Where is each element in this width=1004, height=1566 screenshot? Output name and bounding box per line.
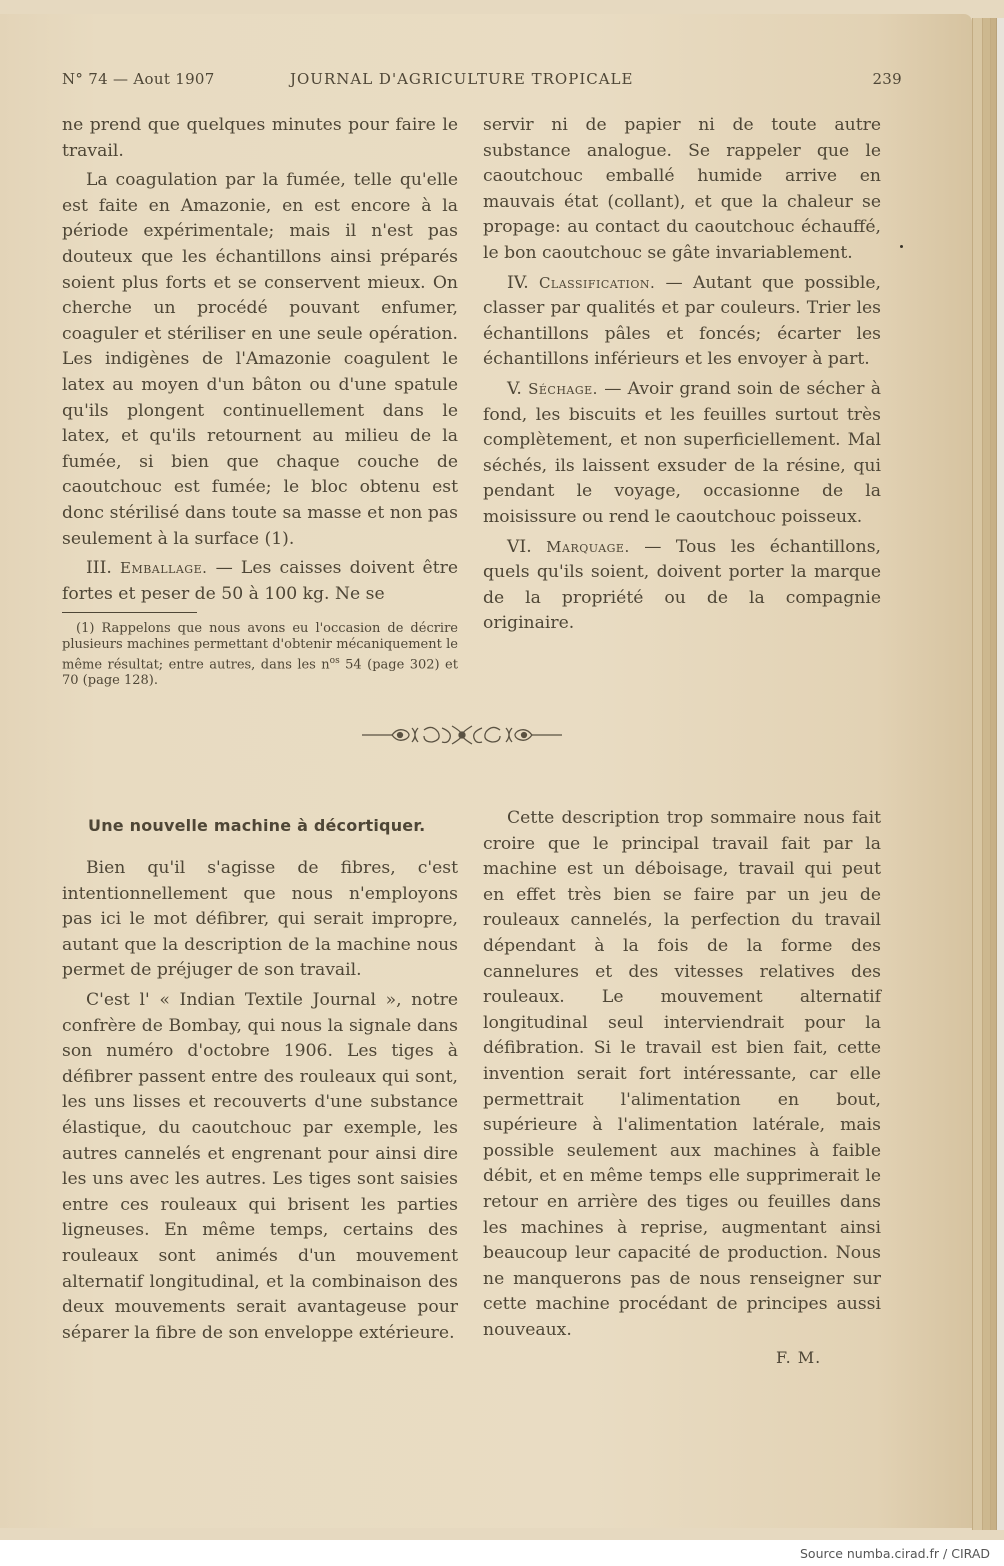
footnote-text: (1) Rappelons que nous avons eu l'occasion de décrire plusieurs machines permettant d'obtenir mécaniquement le même résultat; entre autres, dans les n	[62, 621, 458, 673]
footnote-superscript: os	[329, 656, 340, 666]
section-text: — Les caisses doivent être fortes et peser de 50 à 100 kg. Ne se	[62, 558, 459, 604]
page-number: 239	[872, 70, 902, 88]
right-column-top	[483, 113, 881, 637]
paragraph: La coagulation par la fumée, telle qu'elle est faite en Amazonie, en est encore à la période expérimentale; mais il n'est pas douteux que les échantillons ainsi préparés soient plus forts et se conservent mieux. On cherche un procédé pouvant enfumer, coaguler et stériliser en une seule opération. Les indigènes de l'Amazonie coagulent le latex au moyen d'un bâton ou d'une spatule qu'ils plongent continuellement dans le latex, et qu'ils retournent au milieu de la fumée, si bien que chaque couche de caoutchouc est fumée; le bloc obtenu est donc stérilisé dans toute sa masse et non pas seulement à la surface (1).	[62, 170, 458, 549]
footnote-rule	[62, 612, 197, 613]
running-head	[62, 70, 902, 96]
section-number: V.	[507, 378, 522, 399]
section-heading: Marquage.	[546, 537, 630, 556]
journal-title: JOURNAL D'AGRICULTURE TROPICALE	[290, 70, 634, 88]
decorative-vignette-icon	[362, 722, 562, 748]
section-heading: Séchage.	[528, 379, 598, 398]
section-text: — Avoir grand soin de sécher à fond, les biscuits et les feuilles surtout très complètement, et non superficiellement. Mal séchés, ils laissent exsuder de la résine, qui pendant le voyage, occasionne de la moisissure ou rend le caoutchouc poisseux.	[483, 378, 881, 527]
section-sechage	[483, 377, 881, 531]
paragraph: Bien qu'il s'agisse de fibres, c'est intentionnellement que nous n'employons pas ici le mot défibrer, qui serait impropre, autant que la description de la machine nous permet de préjuger de son travail.	[62, 858, 458, 981]
section-number: IV.	[507, 272, 529, 293]
section-text: — Autant que possible, classer par qualités et par couleurs. Trier les échantillons pâles et foncés; écarter les échantillons inférieurs et les envoyer à part.	[483, 272, 881, 370]
ink-speck	[900, 245, 903, 248]
article-left-column	[62, 856, 458, 1346]
paragraph: C'est l' « Indian Textile Journal », notre confrère de Bombay, qui nous la signale dans son numéro d'octobre 1906. Les tiges à défibrer passent entre des rouleaux qui sont, les uns lisses et recouverts d'une substance élastique, du caoutchouc par exemple, les autres cannelés et engrenant pour ainsi dire les uns avec les autres. Les tiges sont saisies entre ces rouleaux qui brisent les parties ligneuses. En même temps, certains des rouleaux sont animés d'un mouvement alternatif longitudinal, et la combinaison des deux mouvements serait avantageuse pour séparer la fibre de son enveloppe extérieure.	[62, 989, 458, 1343]
article-right-column	[483, 806, 881, 1343]
section-text: — Tous les échantillons, quels qu'ils soient, doivent porter la marque de la propriété ou de la compagnie originaire.	[483, 536, 881, 634]
section-classification	[483, 271, 881, 373]
section-emballage	[62, 556, 458, 607]
section-number: VI.	[507, 536, 532, 557]
source-credit: Source numba.cirad.fr / CIRAD	[799, 1546, 990, 1561]
section-number: III.	[86, 558, 112, 579]
section-heading: Emballage.	[120, 559, 208, 578]
article-title: Une nouvelle machine à décortiquer.	[88, 816, 426, 835]
footnote	[62, 621, 458, 689]
footnote-text-end: 54 (page 302) et 70 (page 128).	[62, 657, 458, 689]
author-signature: F. M.	[776, 1348, 822, 1367]
paragraph: Cette description trop sommaire nous fait croire que le principal travail fait par la machine est un déboisage, travail qui peut en effet très bien se faire par un jeu de rouleaux cannelés, la perfection du travail dépendant à la fois de la forme des cannelures et des vitesses relatives des rouleaux. Le mouvement alternatif longitudinal seul interviendrait pour la défibration. Si le travail est bien fait, cette invention serait fort intéressante, car elle permettrait l'alimentation en bout, supérieure à l'alimentation latérale, mais possible seulement aux machines à faible débit, et en même temps elle supprimerait le retour en arrière des tiges ou feuilles dans les machines à reprise, augmentant ainsi beaucoup leur capacité de production. Nous ne manquerons pas de nous renseigner sur cette machine procédant de principes aussi nouveaux.	[483, 808, 881, 1340]
page-edge	[996, 18, 1004, 1530]
paragraph: ne prend que quelques minutes pour faire le travail.	[62, 115, 458, 161]
paragraph: servir ni de papier ni de toute autre substance analogue. Se rappeler que le caoutchouc emballé humide arrive en mauvais état (collant), et que la chaleur se propage: au contact du caoutchouc échauffé, le bon caoutchouc se gâte invariablement.	[483, 115, 881, 263]
section-marquage	[483, 535, 881, 637]
issue-date: N° 74 — Aout 1907	[62, 70, 215, 88]
left-column-top	[62, 113, 458, 607]
section-heading: Classification.	[538, 273, 656, 292]
